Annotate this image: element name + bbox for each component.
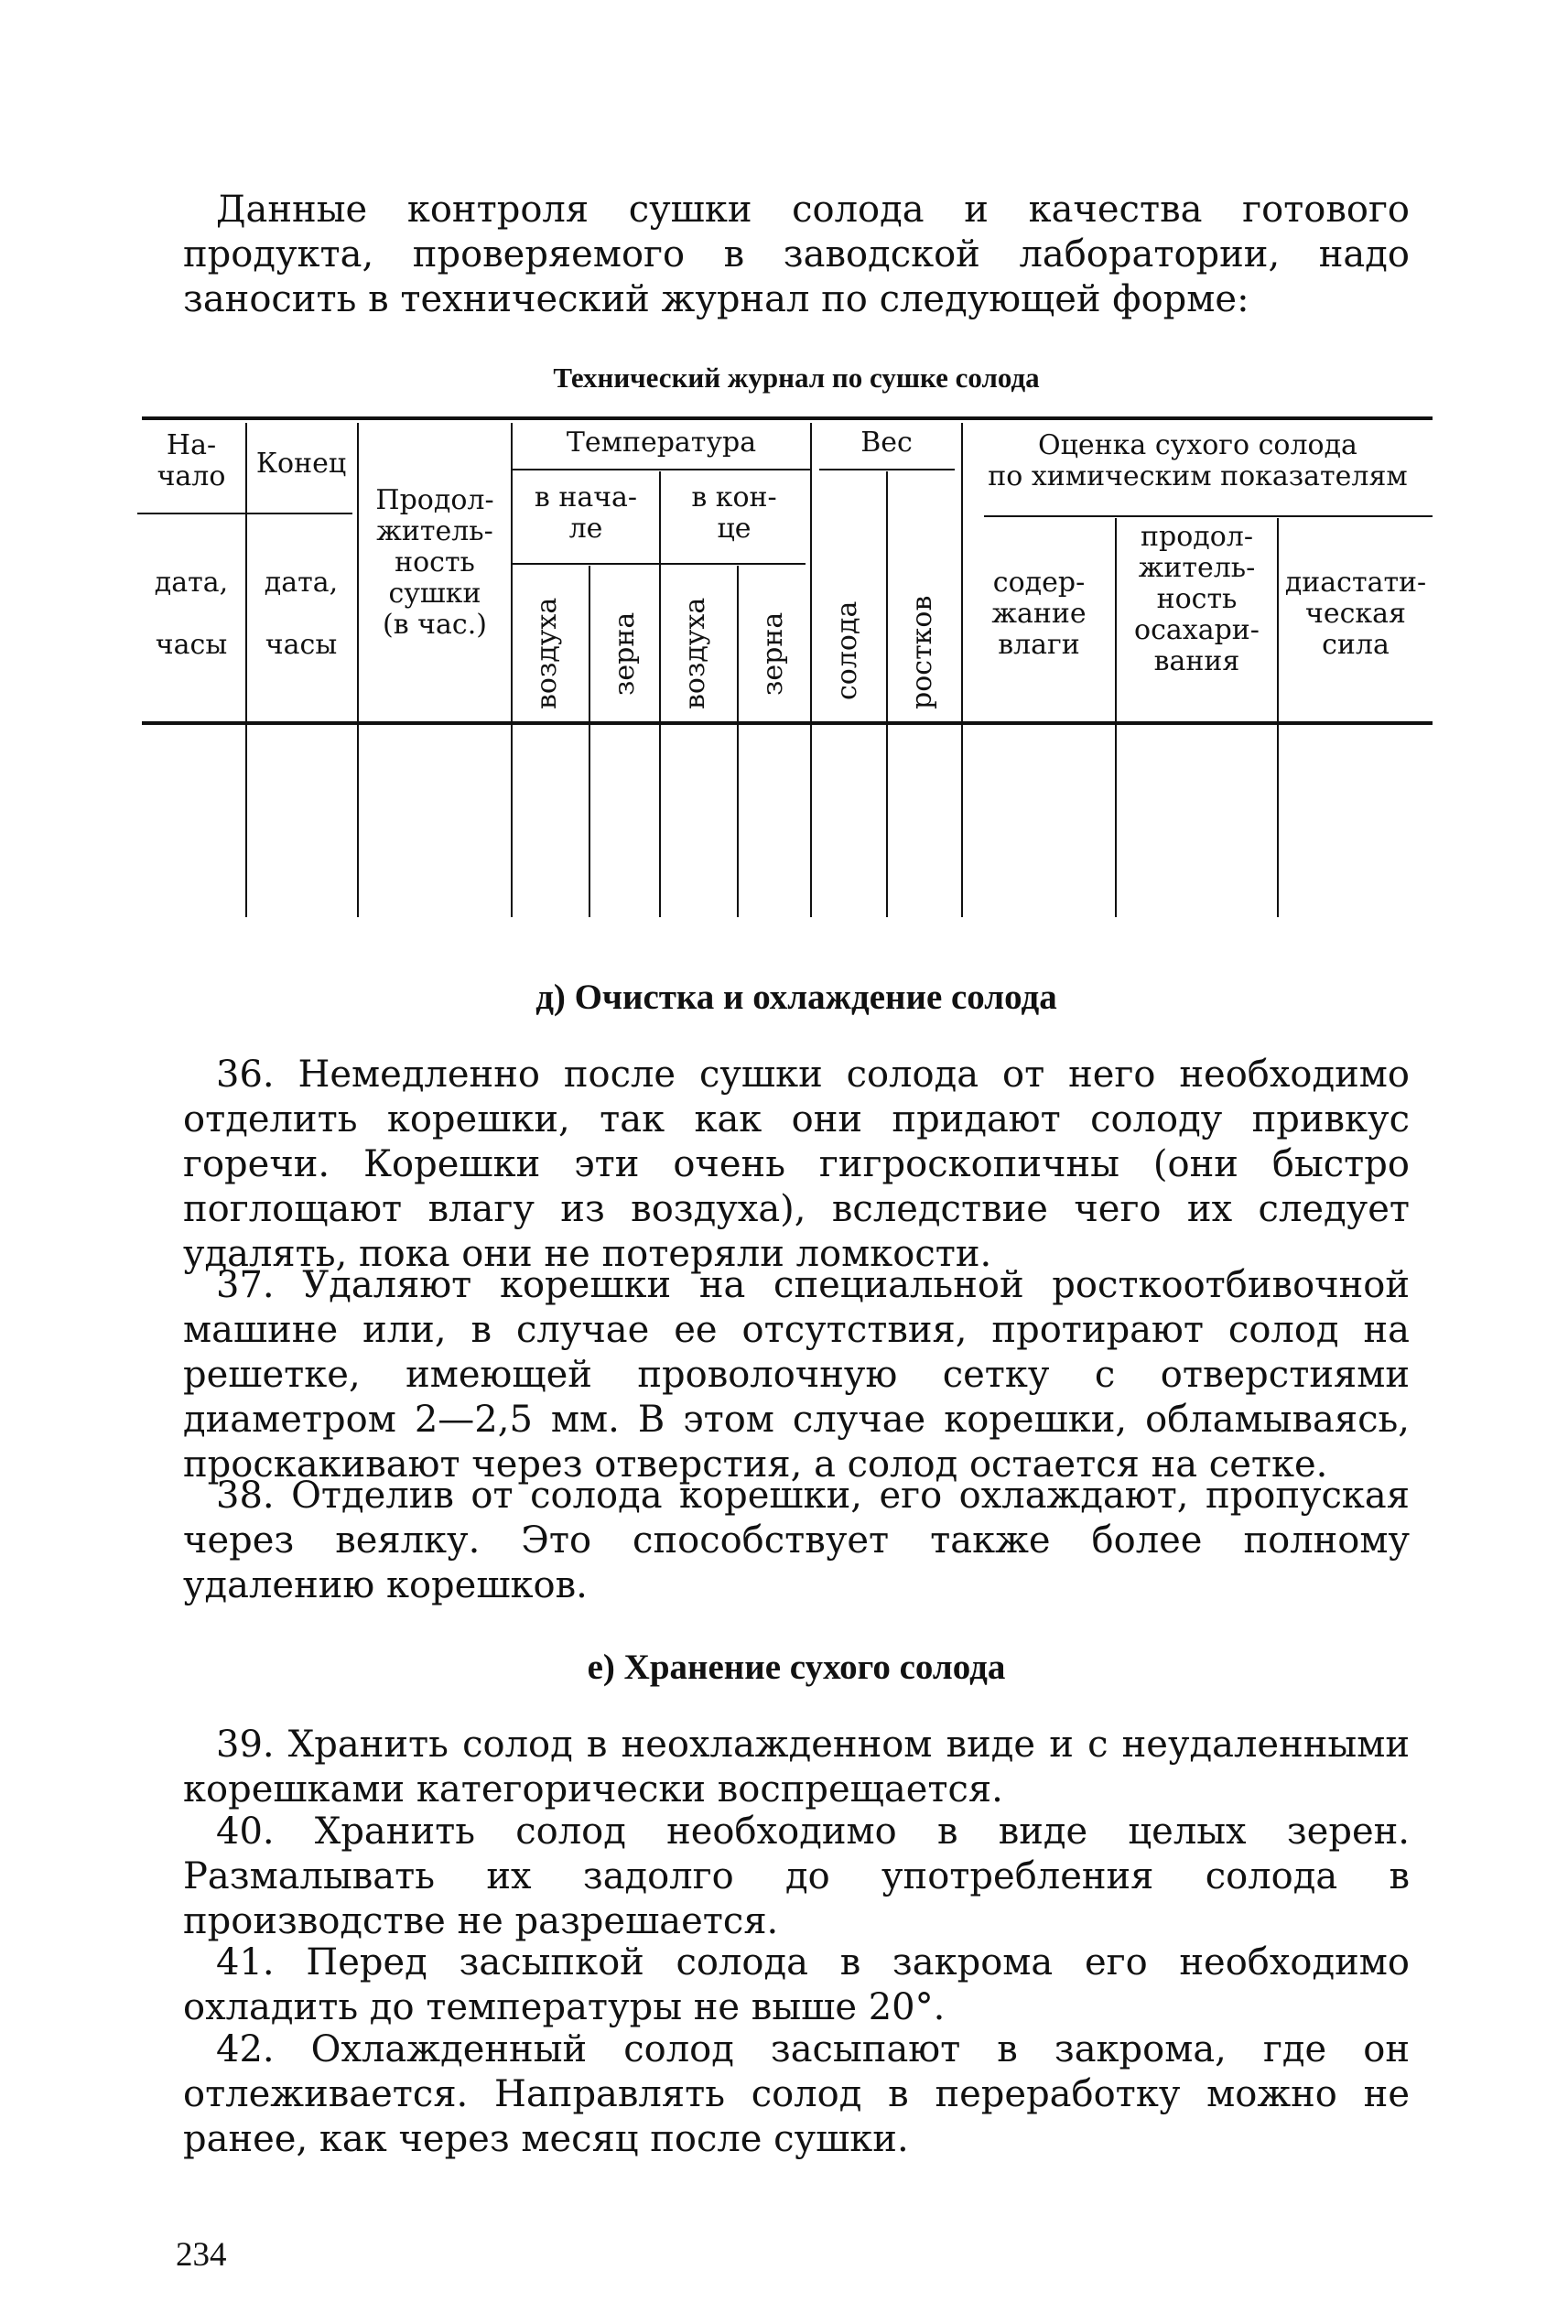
paragraph-41: 41. Перед засыпкой солода в закрома его необходимо охладить до температуры не выше 20°. bbox=[183, 1941, 1410, 2028]
temp-end-header: в кон- це bbox=[691, 481, 777, 545]
paragraph-38: 38. Отделив от солода корешки, его охлаждают, пропуская через веялку. Это способствует также более полному удалению корешков. bbox=[183, 1475, 1410, 1606]
weight-malt-label: солода bbox=[831, 600, 863, 700]
col-rule-1 bbox=[245, 423, 247, 917]
temp-start-grain-label: зерна bbox=[609, 611, 641, 696]
col-rule-7 bbox=[810, 423, 812, 917]
col-rule-9 bbox=[961, 423, 963, 917]
duration-header: Продол- житель- ность сушки (в час.) bbox=[375, 484, 494, 641]
paragraph-39: 39. Хранить солод в неохлажденном виде и с неудаленными корешками категорически воспрещается. bbox=[183, 1724, 1410, 1811]
end-header: Конец bbox=[255, 448, 347, 480]
weight-sprouts-label: ростков bbox=[906, 595, 938, 709]
temperature-header: Температура bbox=[566, 427, 757, 459]
table-header-bottom-rule bbox=[142, 721, 1433, 725]
temp-end-air-label: воздуха bbox=[679, 597, 711, 709]
rule-weight bbox=[819, 469, 955, 470]
table-caption: Технический журнал по сушке солода bbox=[553, 362, 1040, 394]
rule-temp bbox=[513, 469, 810, 470]
intro-paragraph: Данные контроля сушки солода и качества готового продукта, проверяемого в заводской лаборатории, надо заносить в технический журнал по следующей форме: bbox=[183, 189, 1410, 320]
temp-end-grain-label: зерна bbox=[757, 611, 789, 696]
paragraph-42: 42. Охлажденный солод засыпают в закрома, где он отлеживается. Направлять солод в переработку можно не ранее, как через месяц после сушки. bbox=[183, 2028, 1410, 2160]
start-subheader: дата, часы bbox=[154, 567, 229, 661]
end-subheader: дата, часы bbox=[264, 567, 339, 661]
moisture-header: содер- жание влаги bbox=[991, 567, 1087, 661]
start-header: На- чало bbox=[157, 429, 226, 492]
col-rule-4 bbox=[589, 566, 590, 917]
temp-start-air-label: воздуха bbox=[531, 597, 563, 709]
col-rule-8 bbox=[886, 471, 888, 917]
page-number: 234 bbox=[176, 2236, 227, 2274]
rule-assess bbox=[984, 515, 1433, 517]
paragraph-37: 37. Удаляют корешки на специальной росткоотбивочной машине или, в случае ее отсутствия, протирают солод на решетке, имеющей проволочную сетку с отверстиями диаметром 2—2,5 мм. В этом случае корешки, обламываясь, проскакивают через отверстия, а солод остается на сетке. bbox=[183, 1264, 1410, 1486]
temp-start-header: в нача- ле bbox=[534, 481, 638, 545]
weight-header: Вес bbox=[860, 427, 913, 459]
assessment-header: Оценка сухого солода по химическим показателям bbox=[988, 429, 1408, 492]
table-top-rule bbox=[142, 416, 1433, 420]
paragraph-36: 36. Немедленно после сушки солода от него необходимо отделить корешки, так как они придают солоду привкус горечи. Корешки эти очень гигроскопичны (они быстро поглощают влагу из воздуха), вследствие чего их следует удалять, пока они не потеряли ломкости. bbox=[183, 1054, 1410, 1275]
paragraph-40: 40. Хранить солод необходимо в виде целых зерен. Размалывать их задолго до употребления солода в производстве не разрешается. bbox=[183, 1811, 1410, 1942]
col-rule-6 bbox=[737, 566, 739, 917]
diastatic-header: диастати- ческая сила bbox=[1284, 567, 1427, 661]
section-d-heading: д) Очистка и охлаждение солода bbox=[535, 978, 1057, 1017]
saccharification-header: продол- житель- ность осахари- вания bbox=[1134, 521, 1260, 677]
section-e-heading: е) Хранение сухого солода bbox=[587, 1648, 1006, 1687]
